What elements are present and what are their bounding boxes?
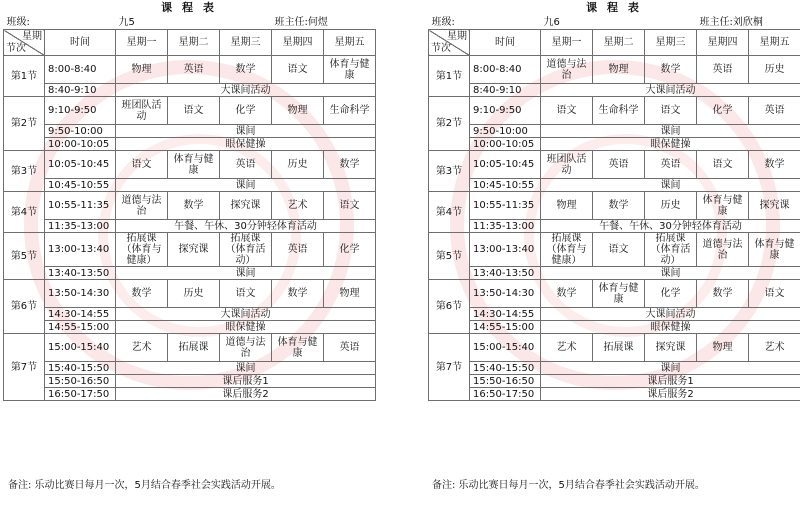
weekday-header: 星期三: [645, 30, 697, 56]
subject-cell: 物理: [593, 56, 645, 84]
break-row: [429, 388, 800, 401]
break-row: [429, 138, 800, 151]
break-row: [4, 388, 376, 401]
break-row: [4, 84, 376, 97]
time-cell: 8:00-8:40: [470, 56, 541, 84]
subject-cell: 班团队活动: [541, 151, 593, 179]
activity-cell: 课间: [116, 125, 376, 138]
activity-cell: 课间: [116, 362, 376, 375]
activity-cell: 课间: [541, 267, 800, 280]
subject-cell: 化学: [220, 97, 272, 125]
subject-cell: 英语: [645, 151, 697, 179]
period-cell: 第6节: [4, 280, 45, 334]
subject-cell: 艺术: [272, 192, 324, 220]
time-cell: 14:30-14:55: [470, 308, 541, 321]
subject-cell: 拓展课（体育与健康）: [541, 233, 593, 267]
subject-cell: 化学: [697, 97, 749, 125]
subject-cell: 探究课: [168, 233, 220, 267]
subject-cell: 探究课: [220, 192, 272, 220]
header-row: [429, 30, 800, 56]
subject-cell: 艺术: [541, 334, 593, 362]
time-cell: 10:45-10:55: [45, 179, 116, 192]
head-teacher: [697, 16, 800, 30]
subject-cell: 数学: [220, 56, 272, 84]
time-cell: 15:40-15:50: [470, 362, 541, 375]
subject-cell: 语文: [593, 233, 645, 267]
period-cell: 第3节: [429, 151, 470, 192]
time-cell: 15:00-15:40: [45, 334, 116, 362]
subject-cell: 拓展课: [593, 334, 645, 362]
activity-cell: 大课间活动: [541, 308, 800, 321]
weekday-header: 星期四: [272, 30, 324, 56]
class-row: [4, 56, 376, 84]
subject-cell: 历史: [168, 280, 220, 308]
break-row: [4, 125, 376, 138]
subject-cell: 英语: [220, 151, 272, 179]
break-row: [429, 321, 800, 334]
teacher-label: 班主任:: [699, 17, 733, 28]
subject-cell: 体育与健康: [324, 56, 376, 84]
subject-cell: 艺术: [116, 334, 168, 362]
period-cell: 第5节: [429, 233, 470, 280]
break-row: [4, 179, 376, 192]
time-cell: 14:55-15:00: [45, 321, 116, 334]
weekday-header: 星期三: [220, 30, 272, 56]
activity-cell: 眼保健操: [116, 138, 376, 151]
subject-cell: 数学: [541, 280, 593, 308]
class-row: [429, 192, 800, 220]
class-row: [4, 192, 376, 220]
time-cell: 10:05-10:45: [45, 151, 116, 179]
weekday-label: 星期: [22, 31, 42, 42]
activity-cell: 课间: [116, 179, 376, 192]
corner-cell: [429, 30, 470, 56]
weekday-header: 星期二: [593, 30, 645, 56]
subject-cell: 语文: [220, 280, 272, 308]
time-cell: 8:40-9:10: [45, 84, 116, 97]
subject-cell: 数学: [697, 280, 749, 308]
class-info-row: [4, 16, 376, 30]
class-row: [429, 151, 800, 179]
activity-cell: 课间: [116, 267, 376, 280]
time-cell: 9:10-9:50: [45, 97, 116, 125]
page-title: 课 程 表: [161, 1, 217, 14]
time-header: 时间: [45, 30, 116, 56]
weekday-header: 星期二: [168, 30, 220, 56]
time-cell: 9:50-10:00: [45, 125, 116, 138]
subject-cell: 体育与健康: [272, 334, 324, 362]
subject-cell: 班团队活动: [116, 97, 168, 125]
time-cell: 14:55-15:00: [470, 321, 541, 334]
period-cell: 第4节: [429, 192, 470, 233]
period-cell: 第3节: [4, 151, 45, 192]
subject-cell: 英语: [272, 233, 324, 267]
break-row: [4, 267, 376, 280]
corner-cell: [4, 30, 45, 56]
period-cell: 第7节: [4, 334, 45, 401]
subject-cell: 语文: [749, 280, 800, 308]
activity-cell: 眼保健操: [541, 138, 800, 151]
break-row: [429, 125, 800, 138]
time-cell: 10:45-10:55: [470, 179, 541, 192]
time-cell: 10:05-10:45: [470, 151, 541, 179]
activity-cell: 课后服务2: [541, 388, 800, 401]
subject-cell: 语文: [697, 151, 749, 179]
activity-cell: 课后服务1: [541, 375, 800, 388]
subject-cell: 化学: [645, 280, 697, 308]
period-cell: 第7节: [429, 334, 470, 401]
subject-cell: 体育与健康: [749, 233, 800, 267]
teacher-name: 何煜: [307, 17, 328, 28]
subject-cell: 历史: [749, 56, 800, 84]
subject-cell: 数学: [116, 280, 168, 308]
break-row: [4, 138, 376, 151]
subject-cell: 物理: [116, 56, 168, 84]
activity-cell: 课后服务2: [116, 388, 376, 401]
teacher-label: 班主任:: [274, 17, 308, 28]
subject-cell: 艺术: [749, 334, 800, 362]
weekday-header: 星期一: [116, 30, 168, 56]
subject-cell: 历史: [645, 192, 697, 220]
activity-cell: 午餐、午休、30分钟轻体育活动: [116, 220, 376, 233]
time-cell: 10:55-11:35: [470, 192, 541, 220]
subject-cell: 语文: [272, 56, 324, 84]
subject-cell: 历史: [272, 151, 324, 179]
class-row: [429, 56, 800, 84]
subject-cell: 数学: [593, 192, 645, 220]
time-cell: 10:55-11:35: [45, 192, 116, 220]
weekday-header: 星期四: [697, 30, 749, 56]
activity-cell: 眼保健操: [541, 321, 800, 334]
time-cell: 10:00-10:05: [45, 138, 116, 151]
subject-cell: 语文: [541, 97, 593, 125]
class-row: [429, 334, 800, 362]
activity-cell: 大课间活动: [116, 308, 376, 321]
activity-cell: 大课间活动: [116, 84, 376, 97]
class-label-text: 班级:: [6, 17, 30, 28]
subject-cell: 拓展课: [168, 334, 220, 362]
weekday-header: 星期一: [541, 30, 593, 56]
subject-cell: 体育与健康: [168, 151, 220, 179]
activity-cell: 午餐、午休、30分钟轻体育活动: [541, 220, 800, 233]
subject-cell: 体育与健康: [593, 280, 645, 308]
subject-cell: 体育与健康: [697, 192, 749, 220]
time-cell: 15:50-16:50: [45, 375, 116, 388]
subject-cell: 英语: [324, 334, 376, 362]
break-row: [4, 308, 376, 321]
subject-cell: 数学: [168, 192, 220, 220]
class-row: [429, 280, 800, 308]
weekday-header: 星期五: [749, 30, 800, 56]
period-cell: 第1节: [4, 56, 45, 97]
timetable: [428, 16, 800, 401]
time-cell: 8:00-8:40: [45, 56, 116, 84]
activity-cell: 课间: [541, 125, 800, 138]
time-cell: 13:50-14:30: [45, 280, 116, 308]
subject-cell: 拓展课（体育活动）: [645, 233, 697, 267]
weekday-header: 星期五: [324, 30, 376, 56]
period-cell: 第1节: [429, 56, 470, 97]
activity-cell: 眼保健操: [116, 321, 376, 334]
break-row: [429, 84, 800, 97]
footnote: 备注: 乐动比赛日每月一次，5月结合春季社会实践活动开展。: [432, 480, 705, 491]
weekday-label: 星期: [447, 31, 467, 42]
header-row: [4, 30, 376, 56]
timetable-panel: [428, 0, 800, 401]
timetable: [3, 16, 376, 401]
class-row: [4, 334, 376, 362]
period-cell: 第2节: [429, 97, 470, 151]
class-label-text: 班级:: [431, 17, 455, 28]
period-cell: 第4节: [4, 192, 45, 233]
page-title: 课 程 表: [586, 1, 642, 14]
break-row: [429, 267, 800, 280]
footnote: 备注: 乐动比赛日每月一次，5月结合春季社会实践活动开展。: [8, 480, 281, 491]
break-row: [4, 362, 376, 375]
break-row: [4, 321, 376, 334]
time-cell: 9:10-9:50: [470, 97, 541, 125]
class-row: [4, 280, 376, 308]
time-cell: 9:50-10:00: [470, 125, 541, 138]
head-teacher: [272, 16, 376, 30]
activity-cell: 课间: [541, 179, 800, 192]
subject-cell: 拓展课（体育活动）: [220, 233, 272, 267]
time-cell: 13:00-13:40: [45, 233, 116, 267]
subject-cell: 生命科学: [593, 97, 645, 125]
subject-cell: 语文: [324, 192, 376, 220]
period-label: 节次: [431, 43, 451, 54]
class-info-row: [429, 16, 800, 30]
subject-cell: 道德与法治: [116, 192, 168, 220]
subject-cell: 英语: [749, 97, 800, 125]
subject-cell: 英语: [593, 151, 645, 179]
subject-cell: 拓展课（体育与健康）: [116, 233, 168, 267]
subject-cell: 数学: [749, 151, 800, 179]
class-row: [4, 97, 376, 125]
class-label: [4, 16, 116, 30]
subject-cell: 英语: [168, 56, 220, 84]
subject-cell: 探究课: [749, 192, 800, 220]
class-name: 九5: [118, 17, 135, 28]
time-cell: 15:50-16:50: [470, 375, 541, 388]
time-cell: 10:00-10:05: [470, 138, 541, 151]
period-cell: 第2节: [4, 97, 45, 151]
time-cell: 13:00-13:40: [470, 233, 541, 267]
class-name: 九6: [543, 17, 560, 28]
activity-cell: 课后服务1: [116, 375, 376, 388]
subject-cell: 化学: [324, 233, 376, 267]
subject-cell: 道德与法治: [697, 233, 749, 267]
time-cell: 16:50-17:50: [45, 388, 116, 401]
subject-cell: 道德与法治: [541, 56, 593, 84]
teacher-name: 刘欣桐: [732, 17, 763, 28]
period-cell: 第6节: [429, 280, 470, 334]
subject-cell: 数学: [272, 280, 324, 308]
subject-cell: 道德与法治: [220, 334, 272, 362]
subject-cell: 物理: [697, 334, 749, 362]
class-row: [429, 233, 800, 267]
time-cell: 15:00-15:40: [470, 334, 541, 362]
activity-cell: 大课间活动: [541, 84, 800, 97]
break-row: [429, 362, 800, 375]
activity-cell: 课间: [541, 362, 800, 375]
time-cell: 8:40-9:10: [470, 84, 541, 97]
class-row: [4, 233, 376, 267]
time-header: 时间: [470, 30, 541, 56]
class-row: [4, 151, 376, 179]
subject-cell: 数学: [645, 56, 697, 84]
time-cell: 13:40-13:50: [470, 267, 541, 280]
timetable-panel: [3, 0, 375, 401]
break-row: [429, 308, 800, 321]
time-cell: 16:50-17:50: [470, 388, 541, 401]
subject-cell: 物理: [272, 97, 324, 125]
subject-cell: 物理: [324, 280, 376, 308]
subject-cell: 语文: [645, 97, 697, 125]
period-label: 节次: [6, 43, 26, 54]
subject-cell: 物理: [541, 192, 593, 220]
time-cell: 13:50-14:30: [470, 280, 541, 308]
break-row: [429, 179, 800, 192]
time-cell: 11:35-13:00: [45, 220, 116, 233]
period-cell: 第5节: [4, 233, 45, 280]
class-label: [429, 16, 541, 30]
subject-cell: 探究课: [645, 334, 697, 362]
time-cell: 11:35-13:00: [470, 220, 541, 233]
subject-cell: 数学: [324, 151, 376, 179]
break-row: [4, 220, 376, 233]
class-row: [429, 97, 800, 125]
subject-cell: 语文: [116, 151, 168, 179]
break-row: [429, 220, 800, 233]
subject-cell: 语文: [168, 97, 220, 125]
break-row: [4, 375, 376, 388]
time-cell: 13:40-13:50: [45, 267, 116, 280]
break-row: [429, 375, 800, 388]
subject-cell: 生命科学: [324, 97, 376, 125]
subject-cell: 英语: [697, 56, 749, 84]
time-cell: 14:30-14:55: [45, 308, 116, 321]
time-cell: 15:40-15:50: [45, 362, 116, 375]
